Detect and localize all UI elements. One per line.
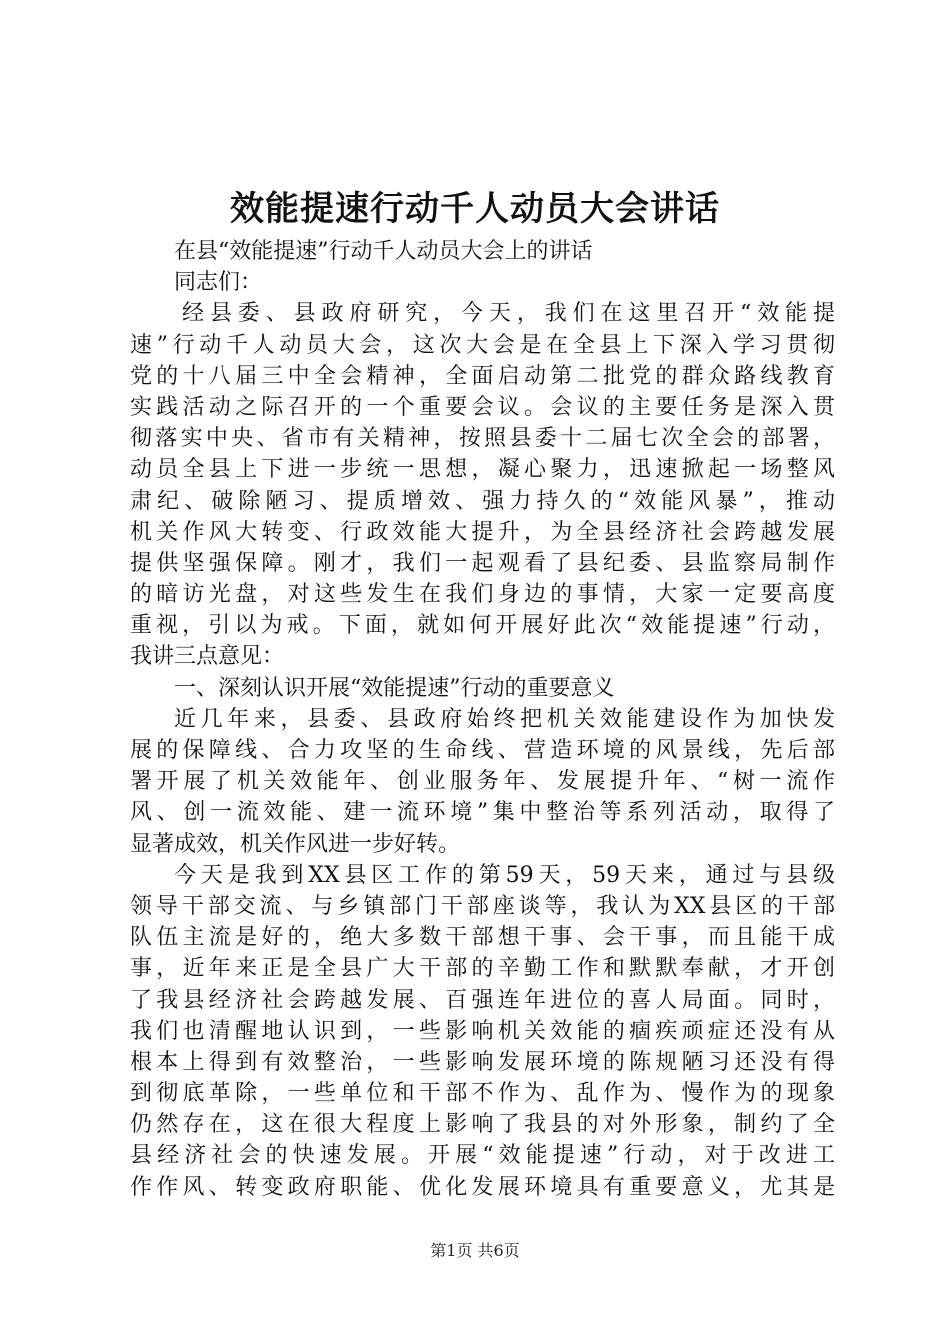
body-line: 党的十八届三中全会精神，全面启动第二批党的群众路线教育 xyxy=(130,363,835,389)
body-line: 近几年来，县委、县政府始终把机关效能建设作为加快发 xyxy=(174,706,835,732)
body-line: 今天是我到XX县区工作的第59天，59天来，通过与县级 xyxy=(174,862,835,888)
body-line: 县经济社会的快速发展。开展“效能提速”行动，对于改进工 xyxy=(130,1143,835,1169)
body-line: 同志们： xyxy=(174,270,263,296)
body-line: 肃纪、破除陋习、提质增效、强力持久的“效能风暴”，推动 xyxy=(130,488,835,514)
body-line: 一、深刻认识开展“效能提速”行动的重要意义 xyxy=(174,675,615,701)
body-line: 的暗访光盘，对这些发生在我们身边的事情，大家一定要高度 xyxy=(130,582,835,608)
body-line: 动员全县上下进一步统一思想，凝心聚力，迅速掀起一场整风 xyxy=(130,457,835,483)
body-line: 领导干部交流、与乡镇部门干部座谈等，我认为XX县区的干部 xyxy=(130,893,835,919)
document-title: 效能提速行动千人动员大会讲话 xyxy=(230,189,720,229)
body-line: 速”行动千人动员大会，这次大会是在全县上下深入学习贯彻 xyxy=(130,332,835,358)
body-line: 到彻底革除，一些单位和干部不作为、乱作为、慢作为的现象 xyxy=(130,1081,835,1107)
body-line: 实践活动之际召开的一个重要会议。会议的主要任务是深入贯 xyxy=(130,394,835,420)
body-line: 事，近年来正是全县广大干部的辛勤工作和默默奉献，才开创 xyxy=(130,956,835,982)
document-body xyxy=(130,236,835,1203)
body-line: 在县“效能提速”行动千人动员大会上的讲话 xyxy=(174,239,593,264)
page-footer: 第1页 共6页 xyxy=(430,1241,520,1260)
body-line: 我讲三点意见： xyxy=(130,644,285,670)
body-line: 机关作风大转变、行政效能大提升，为全县经济社会跨越发展 xyxy=(130,519,835,545)
body-line: 彻落实中央、省市有关精神，按照县委十二届七次全会的部署， xyxy=(130,426,835,452)
body-line: 显著成效，机关作风进一步好转。 xyxy=(130,831,461,857)
body-line: 作作风、转变政府职能、优化发展环境具有重要意义，尤其是 xyxy=(130,1174,835,1200)
body-line: 我们也清醒地认识到，一些影响机关效能的痼疾顽症还没有从 xyxy=(130,1018,835,1044)
body-line: 仍然存在，这在很大程度上影响了我县的对外形象，制约了全 xyxy=(130,1112,835,1138)
body-line: 展的保障线、合力攻坚的生命线、营造环境的风景线，先后部 xyxy=(130,738,835,763)
body-line: 重视，引以为戒。下面，就如何开展好此次“效能提速”行动， xyxy=(130,613,835,639)
body-line: 经县委、县政府研究，今天，我们在这里召开“效能提 xyxy=(182,301,835,327)
body-line: 提供坚强保障。刚才，我们一起观看了县纪委、县监察局制作 xyxy=(130,550,835,576)
body-line: 了我县经济社会跨越发展、百强连年进位的喜人局面。同时， xyxy=(130,987,835,1013)
body-line: 署开展了机关效能年、创业服务年、发展提升年、“树一流作 xyxy=(130,769,835,795)
body-line: 根本上得到有效整治，一些影响发展环境的陈规陋习还没有得 xyxy=(130,1049,835,1075)
body-line: 风、创一流效能、建一流环境”集中整治等系列活动，取得了 xyxy=(130,800,835,826)
body-line: 队伍主流是好的，绝大多数干部想干事、会干事，而且能干成 xyxy=(130,925,835,951)
